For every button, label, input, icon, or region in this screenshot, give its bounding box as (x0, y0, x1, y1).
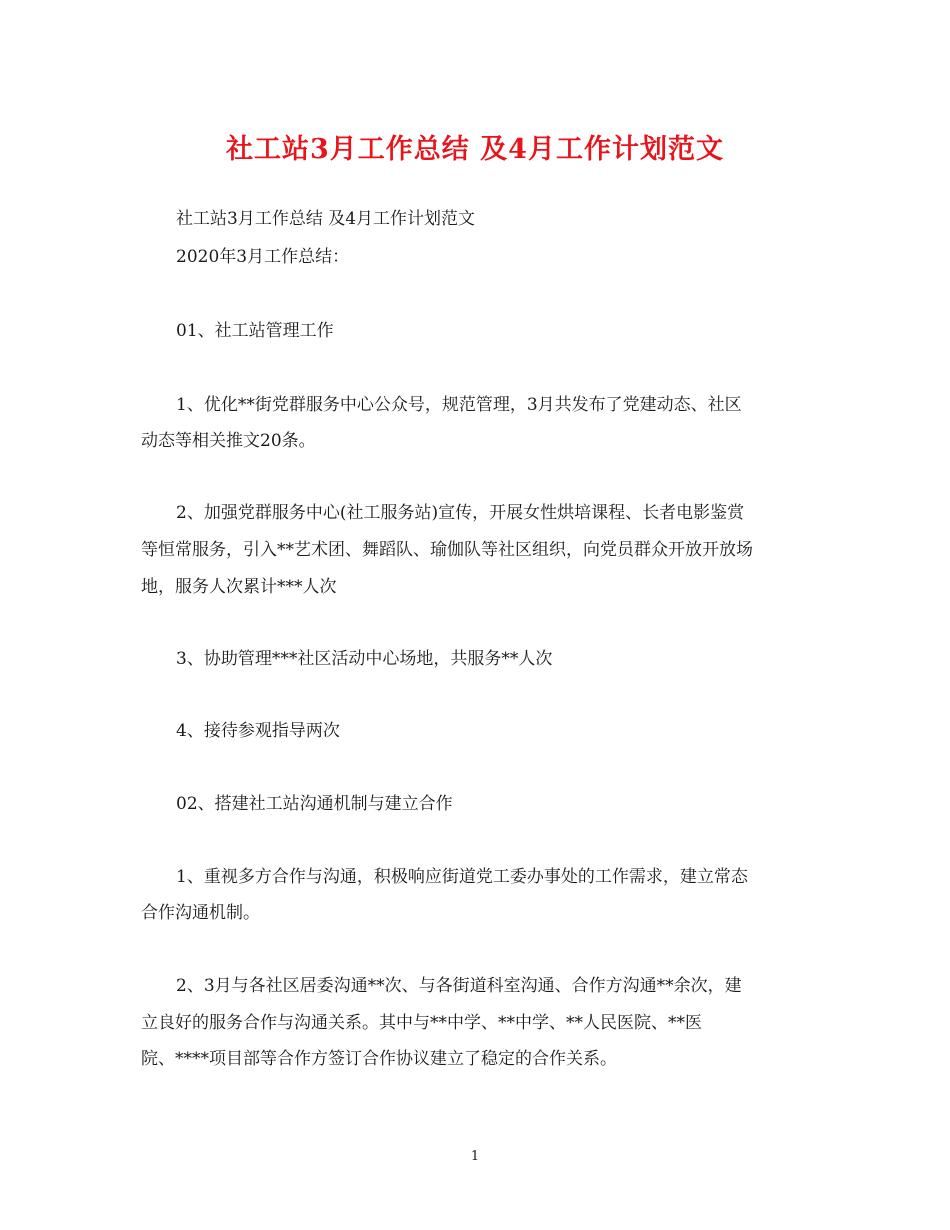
paragraph-line: 4、接待参观指导两次 (176, 721, 340, 741)
paragraph-line: 合作沟通机制。 (141, 903, 260, 923)
paragraph-line: 立良好的服务合作与沟通关系。其中与**中学、**中学、**人民医院、**医 (141, 1013, 702, 1033)
page-number: 1 (470, 1149, 480, 1164)
paragraph-line: 1、优化**街党群服务中心公众号，规范管理，3月共发布了党建动态、社区 (176, 395, 742, 415)
paragraph-line: 动态等相关推文20条。 (141, 431, 316, 451)
section-heading-01: 01、社工站管理工作 (176, 321, 334, 341)
paragraph-line: 2、加强党群服务中心(社工服务站)宣传，开展女性烘培课程、长者电影鉴赏 (176, 503, 745, 523)
paragraph-line: 3、协助管理***社区活动中心场地，共服务**人次 (176, 649, 553, 669)
paragraph-line: 地，服务人次累计***人次 (141, 577, 337, 597)
paragraph-line: 院、****项目部等合作方签订合作协议建立了稳定的合作关系。 (141, 1049, 617, 1069)
subtitle-line: 社工站3月工作总结 及4月工作计划范文 (176, 209, 476, 229)
document-title: 社工站3月工作总结 及4月工作计划范文 (226, 134, 724, 165)
section-heading-02: 02、搭建社工站沟通机制与建立合作 (176, 794, 453, 814)
paragraph-line: 等恒常服务，引入**艺术团、舞蹈队、瑜伽队等社区组织，向党员群众开放开放场 (141, 540, 753, 560)
paragraph-line: 2、3月与各社区居委沟通**次、与各街道科室沟通、合作方沟通**余次，建 (176, 976, 742, 996)
paragraph-line: 1、重视多方合作与沟通，积极响应街道党工委办事处的工作需求，建立常态 (176, 867, 748, 887)
summary-heading: 2020年3月工作总结： (176, 247, 350, 267)
